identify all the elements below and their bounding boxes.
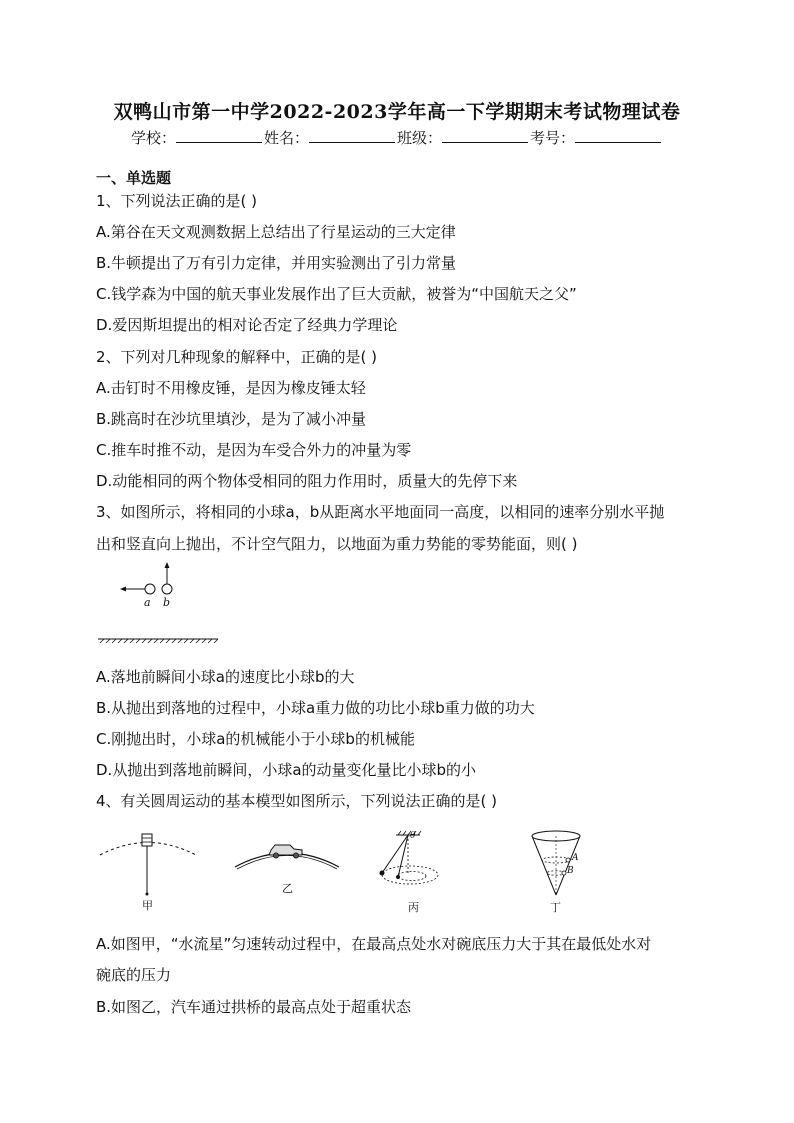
q4-figure-yi [232, 835, 342, 875]
cone-side-left [532, 836, 556, 895]
ball-a-label: a [144, 596, 151, 609]
class-label: 班级： [397, 129, 443, 147]
q3-option-a: A.落地前瞬间小球a的速度比小球b的大 [96, 668, 355, 686]
figure-ding-label: 丁 [550, 901, 561, 914]
q4-option-a-line2: 碗底的压力 [96, 966, 172, 984]
ball-a-arrowhead [120, 587, 126, 592]
q4-figure-jia [96, 825, 204, 900]
ball-a-icon [145, 584, 155, 594]
q4-stem: 4、有关圆周运动的基本模型如图所示，下列说法正确的是( ) [96, 792, 498, 810]
theta-label: θ [410, 831, 416, 841]
center-point [146, 893, 149, 896]
student-info-row [0, 127, 794, 148]
pendulum-string [382, 835, 408, 873]
ball-a-icon [566, 858, 570, 862]
cone-a-label: A [572, 853, 579, 863]
pendulum-ball-icon [380, 871, 385, 876]
section-title: 一、单选题 [96, 169, 172, 187]
figure-bing-label: 丙 [408, 901, 419, 914]
exam-number-blank[interactable] [575, 128, 661, 143]
name-label: 姓名： [263, 129, 309, 147]
bowl-icon [142, 834, 152, 846]
q1-stem: 1、下列说法正确的是( ) [96, 192, 258, 210]
q3-stem-line2: 出和竖直向上抛出，不计空气阻力，以地面为重力势能的零势能面，则( ) [96, 535, 578, 553]
q1-option-d: D.爱因斯坦提出的相对论否定了经典力学理论 [96, 316, 398, 334]
q1-option-a: A.第谷在天文观测数据上总结出了行星运动的三大定律 [96, 223, 456, 241]
figure-yi-label: 乙 [282, 882, 293, 895]
q4-figure-ding [522, 827, 592, 902]
q3-option-d: D.从抛出到落地前瞬间，小球a的动量变化量比小球b的小 [96, 761, 477, 779]
ball-b-arrowhead [165, 562, 170, 568]
school-label: 学校： [130, 129, 176, 147]
q4-option-b: B.如图乙，汽车通过拱桥的最高点处于超重状态 [96, 998, 412, 1016]
exam-number-label: 考号： [530, 129, 576, 147]
q2-stem: 2、下列对几种现象的解释中，正确的是( ) [96, 348, 378, 366]
q3-option-b: B.从抛出到落地的过程中，小球a重力做的功比小球b重力做的功大 [96, 699, 535, 717]
q3-figure [96, 560, 226, 650]
q1-option-c: C.钱学森为中国的航天事业发展作出了巨大贡献，被誉为“中国航天之父” [96, 285, 577, 303]
figure-jia-label: 甲 [142, 899, 153, 912]
q2-option-a: A.击钉时不用橡皮锤，是因为橡皮锤太轻 [96, 379, 366, 397]
class-blank[interactable] [442, 128, 528, 143]
q2-option-d: D.动能相同的两个物体受相同的阻力作用时，质量大的先停下来 [96, 472, 518, 490]
q2-option-b: B.跳高时在沙坑里填沙，是为了减小冲量 [96, 410, 367, 428]
q1-option-b: B.牛顿提出了万有引力定律，并用实验测出了引力常量 [96, 254, 457, 272]
q4-option-a-line1: A.如图甲，“水流星”匀速转动过程中，在最高点处水对碗底压力大于其在最低处水对 [96, 935, 652, 953]
q2-option-c: C.推车时推不动，是因为车受合外力的冲量为零 [96, 441, 412, 459]
ground-hatching [100, 639, 218, 643]
school-blank[interactable] [176, 128, 262, 143]
ball-b-icon [562, 871, 566, 875]
q3-stem-line1: 3、如图所示，将相同的小球a，b从距离水平地面同一高度，以相同的速率分别水平抛 [96, 503, 665, 521]
q3-option-c: C.刚抛出时，小球a的机械能小于小球b的机械能 [96, 730, 415, 748]
cone-b-label: B [567, 866, 574, 876]
name-blank[interactable] [309, 128, 395, 143]
ball-b-icon [162, 584, 172, 594]
car-icon [269, 845, 302, 858]
ball-b-label: b [163, 596, 171, 609]
circular-path [382, 866, 438, 884]
exam-title: 双鸭山市第一中学2022-2023学年高一下学期期末考试物理试卷 [113, 101, 681, 123]
